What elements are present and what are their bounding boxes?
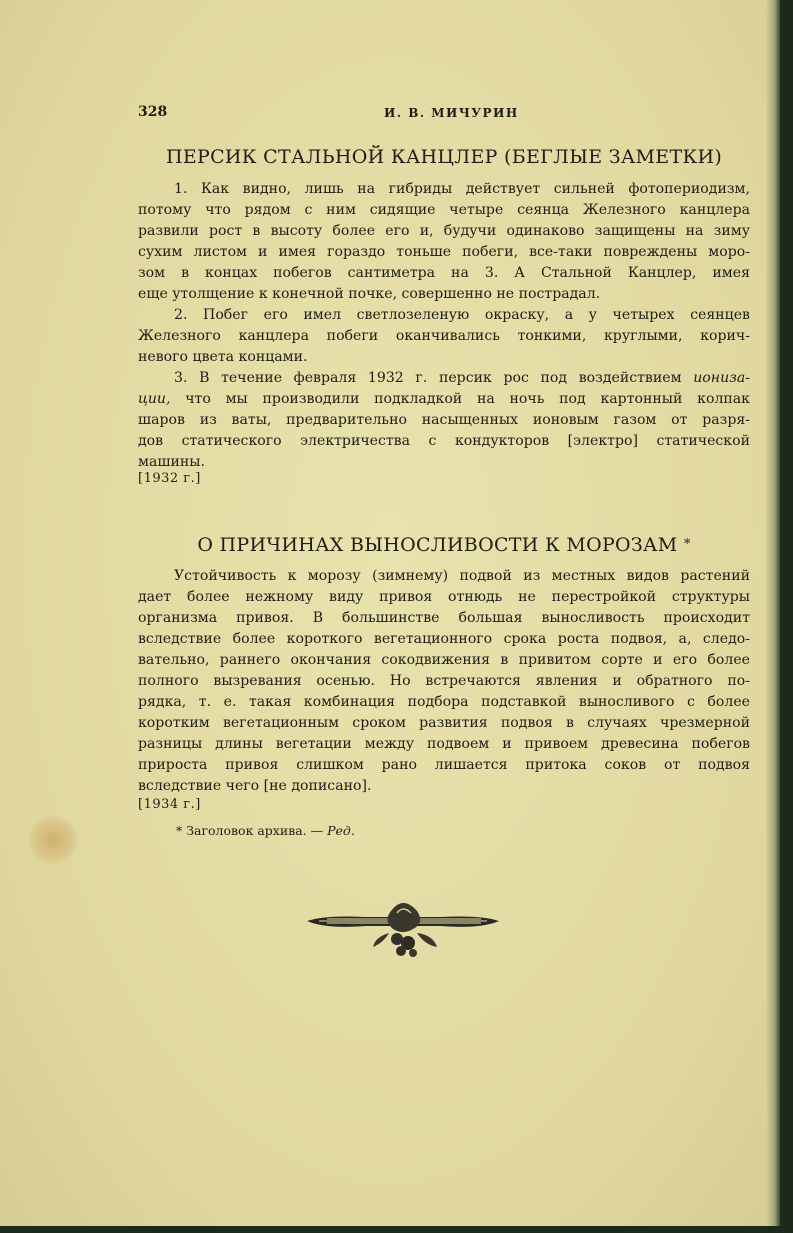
text-line: дает более нежному виду привоя отнюдь не перестройкой структуры xyxy=(138,589,750,605)
text-line: полного вызревания осенью. Но встречаются явления и обратного по- xyxy=(138,673,750,689)
italic-term: ции, xyxy=(138,391,171,407)
text-line: 2. Побег его имел светлозеленую окраску, а у четырех сеянцев xyxy=(174,307,750,323)
text-line: коротким вегетационным сроком развития подвоя в случаях чрезмерной xyxy=(138,715,750,731)
text-line: 1. Как видно, лишь на гибриды действует сильней фотопериодизм, xyxy=(174,181,750,197)
section-title-vynoslivost xyxy=(138,534,750,556)
text-line: вследствие более короткого вегетационного срока роста подвоя, а, следо- xyxy=(138,631,750,647)
paper-stain xyxy=(28,815,78,865)
text-line: шаров из ваты, предварительно насыщенных ионовым газом от разря- xyxy=(138,412,750,428)
text-line: организма привоя. В большинстве большая выносливость происходит xyxy=(138,610,750,626)
italic-term: иониза- xyxy=(693,370,750,386)
footnote-marker: * xyxy=(683,537,691,552)
date-1934: [1934 г.] xyxy=(138,797,201,812)
section-body-vynoslivost xyxy=(138,566,750,797)
running-head-author: И. В. МИЧУРИН xyxy=(384,106,519,120)
text-line-with-italic xyxy=(138,368,750,389)
text-line-with-italic xyxy=(138,389,750,410)
text-line: сухим листом и имея гораздо тоньше побеги, все-таки повреждены моро- xyxy=(138,244,750,260)
text-line: машины. xyxy=(138,454,205,470)
text-line: разницы длины вегетации между подвоем и привоем древесина побегов xyxy=(138,736,750,752)
text-line: еще утолщение к конечной почке, совершенно не пострадал. xyxy=(138,286,601,302)
text-line: вательно, раннего окончания сокодвижения в привитом сорте и его более xyxy=(138,652,750,668)
text-line: потому что рядом с ним сидящие четыре сеянца Железного канцлера xyxy=(138,202,750,218)
page-edge xyxy=(766,0,780,1226)
running-head xyxy=(138,104,750,126)
text-line: Устойчивость к морозу (зимнему) подвой из местных видов растений xyxy=(174,568,750,584)
footnote-text: * Заголовок архива. — xyxy=(176,823,324,838)
text-segment: что мы производили подкладкой на ночь под картонный колпак xyxy=(185,391,750,407)
section-body-persik xyxy=(138,179,750,473)
section-title-text: О ПРИЧИНАХ ВЫНОСЛИВОСТИ К МОРОЗАМ xyxy=(197,534,678,556)
text-line: вследствие чего [не дописано]. xyxy=(138,778,372,794)
text-line: развили рост в высоту более его и, будучи одинаково защищены на зиму xyxy=(138,223,750,239)
date-1932: [1932 г.] xyxy=(138,471,201,486)
text-line: зом в концах побегов сантиметра на 3. А Стальной Канцлер, имея xyxy=(138,265,750,281)
footnote xyxy=(176,823,355,838)
text-line: прироста привоя слишком рано лишается притока соков от подвоя xyxy=(138,757,750,773)
footnote-editor: Ред. xyxy=(327,823,355,838)
section-title-persik: ПЕРСИК СТАЛЬНОЙ КАНЦЛЕР (БЕГЛЫЕ ЗАМЕТКИ) xyxy=(165,146,723,168)
text-line: Железного канцлера побеги оканчивались тонкими, круглыми, корич- xyxy=(138,328,750,344)
text-line: невого цвета концами. xyxy=(138,349,308,365)
page-number: 328 xyxy=(138,104,168,120)
text-line: рядка, т. е. такая комбинация подбора подставкой выносливого с более xyxy=(138,694,750,710)
text-segment: 3. В течение февраля 1932 г. персик рос под воздействием xyxy=(174,370,682,386)
decorative-ornament-icon xyxy=(305,893,501,963)
text-line: дов статического электричества с кондукторов [электро] статической xyxy=(138,433,750,449)
